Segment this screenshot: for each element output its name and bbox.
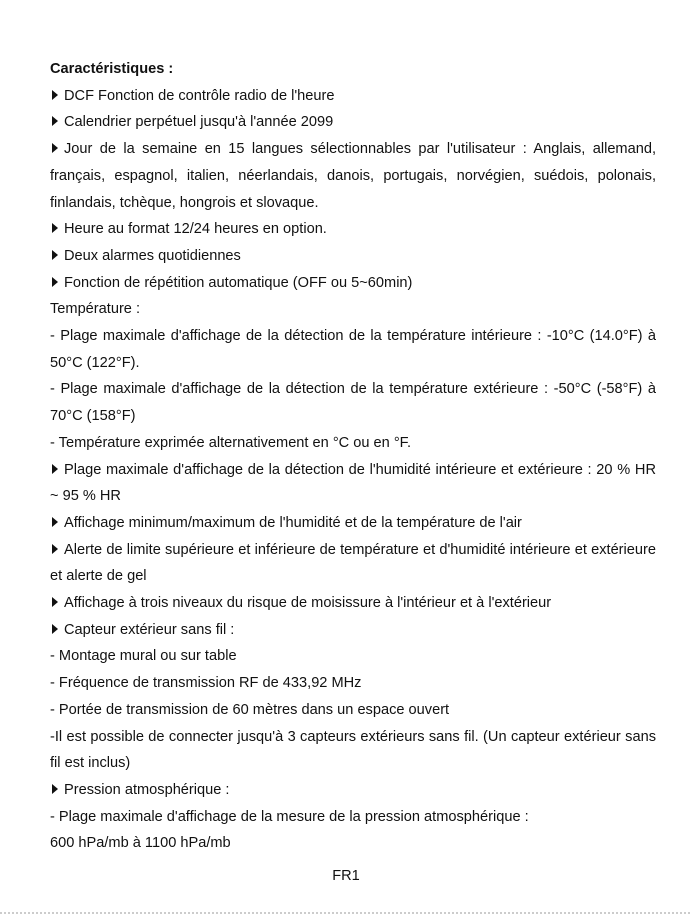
feature-text: Affichage à trois niveaux du risque de moisissure à l'intérieur et à l'extérieur: [64, 595, 552, 612]
sensor-range: - Portée de transmission de 60 mètres dans un espace ouvert: [50, 701, 450, 718]
section-heading: Caractéristiques :: [50, 61, 174, 77]
features-list: [50, 83, 656, 857]
feature-item-wireless-sensor: [50, 617, 656, 644]
triangle-bullet-icon: [52, 464, 58, 474]
feature-text: Deux alarmes quotidiennes: [64, 247, 241, 264]
triangle-bullet-icon: [52, 517, 58, 527]
feature-item-snooze: [50, 270, 656, 297]
feature-item-humidity-range: [50, 457, 656, 510]
triangle-bullet-icon: [52, 624, 58, 634]
feature-text: Calendrier perpétuel jusqu'à l'année 2099: [64, 114, 334, 131]
feature-item-pressure: [50, 777, 656, 804]
feature-text: Jour de la semaine en 15 langues sélectionnables par l'utilisateur : Anglais, allemand, français, espagnol, italien, néerlandais, danois, portugais, norvégien, suédois, polonais, finlandais, tchèque, hongrois et slovaque.: [50, 141, 656, 211]
temperature-label: Température :: [50, 301, 141, 318]
feature-text: Capteur extérieur sans fil :: [64, 621, 235, 638]
feature-text: Plage maximale d'affichage de la détection de l'humidité intérieure et extérieure : 20 % HR ~ 95 % HR: [50, 461, 656, 505]
feature-item-mold-risk: [50, 590, 656, 617]
feature-item-time-format: [50, 216, 656, 243]
pressure-range-value: 600 hPa/mb à 1100 hPa/mb: [50, 835, 231, 852]
feature-text: Fonction de répétition automatique (OFF ou 5~60min): [64, 274, 413, 291]
feature-item-weekday-languages: [50, 136, 656, 216]
triangle-bullet-icon: [52, 597, 58, 607]
triangle-bullet-icon: [52, 223, 58, 233]
feature-text: Alerte de limite supérieure et inférieure de température et d'humidité intérieure et extérieure et alerte de gel: [50, 541, 656, 585]
outdoor-temperature-range: - Plage maximale d'affichage de la détection de la température extérieure : -50°C (-58°F) à 70°C (158°F): [50, 381, 656, 425]
triangle-bullet-icon: [52, 143, 58, 153]
triangle-bullet-icon: [52, 784, 58, 794]
feature-item-minmax: [50, 510, 656, 537]
triangle-bullet-icon: [52, 90, 58, 100]
sensor-frequency: - Fréquence de transmission RF de 433,92 MHz: [50, 675, 362, 692]
feature-text: Pression atmosphérique :: [64, 781, 230, 798]
sensor-mounting: - Montage mural ou sur table: [50, 648, 237, 665]
feature-item-calendar: [50, 109, 656, 136]
triangle-bullet-icon: [52, 116, 58, 126]
feature-item-alarms: [50, 243, 656, 270]
pressure-range-label: - Plage maximale d'affichage de la mesure de la pression atmosphérique :: [50, 808, 529, 825]
feature-text: DCF Fonction de contrôle radio de l'heure: [64, 87, 335, 104]
triangle-bullet-icon: [52, 277, 58, 287]
triangle-bullet-icon: [52, 544, 58, 554]
temperature-unit-note: - Température exprimée alternativement en °C ou en °F.: [50, 434, 412, 451]
sensor-count: -Il est possible de connecter jusqu'à 3 capteurs extérieurs sans fil. (Un capteur extérieur sans fil est inclus): [50, 728, 656, 772]
feature-text: Affichage minimum/maximum de l'humidité et de la température de l'air: [64, 514, 522, 531]
feature-text: Heure au format 12/24 heures en option.: [64, 221, 327, 238]
feature-item-dcf: [50, 83, 656, 110]
page-number: FR1: [332, 868, 360, 884]
triangle-bullet-icon: [52, 250, 58, 260]
document-page: [50, 56, 656, 857]
indoor-temperature-range: - Plage maximale d'affichage de la détection de la température intérieure : -10°C (14.0°F) à 50°C (122°F).: [50, 328, 656, 371]
feature-item-limit-alert: [50, 537, 656, 590]
